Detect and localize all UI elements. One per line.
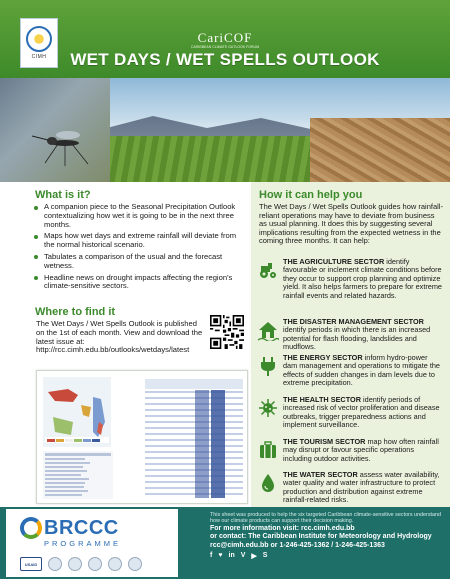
partner-logos — [20, 556, 170, 572]
virus-icon — [257, 397, 279, 419]
list-item: A companion piece to the Seasonal Precipitation Outlook contextualizing how wet it is going to be in the next three months. — [32, 203, 244, 229]
sector-agriculture-text — [283, 258, 443, 300]
sector-energy-text — [283, 354, 443, 388]
sector-tourism-text — [283, 438, 443, 463]
house-icon — [257, 319, 279, 341]
outlook-thumbnail — [36, 370, 248, 504]
sector-name: THE DISASTER MANAGEMENT SECTOR — [283, 317, 424, 326]
facebook-icon[interactable]: f — [210, 552, 213, 560]
qr-code-icon[interactable] — [210, 315, 244, 349]
sector-name: THE ENERGY SECTOR — [283, 353, 363, 362]
thumbnail-table-icon — [43, 451, 113, 499]
social-links — [210, 552, 446, 560]
footer — [0, 507, 450, 579]
where-text[interactable]: The Wet Days / Wet Spells Outlook is published on the 1st of each month. View and download the latest issue at: http://rcc.cimh.edu.bb/outlooks/wetdays/latest — [36, 319, 203, 355]
sector-disaster-text — [283, 318, 443, 352]
how-heading: How it can help you — [259, 189, 363, 201]
suitcase-icon — [257, 439, 279, 461]
water-drop-icon — [257, 472, 279, 494]
sector-description: inform hydro-power dam management and operations to mitigate the effects of sudden changes in dam levels due to extreme precipitation. — [283, 353, 440, 388]
programme-word: PROGRAMME — [44, 539, 122, 548]
brccc-emblem-icon — [20, 517, 42, 539]
header-banner — [0, 0, 450, 78]
right-column — [251, 182, 450, 507]
footer-email-phone[interactable]: rcc@cimh.edu.bb or 1-246-425-1362 / 1-246-425-1363 — [210, 541, 385, 549]
sector-description: identify favourable or inclement climate conditions before they occur to support crop planning and optimize yield. It also helps farmers to prepare for extreme rainfall events and related hazards. — [283, 257, 442, 300]
brand-subtitle: CARIBBEAN CLIMATE OUTLOOK FORUM — [191, 45, 259, 49]
footer-contact-org: or contact: The Caribbean Institute for Meteorology and Hydrology — [210, 533, 432, 541]
brccc-logo — [6, 509, 178, 577]
where-heading: Where to find it — [35, 306, 116, 318]
sector-water-text — [283, 471, 443, 505]
footer-contact — [210, 512, 446, 560]
mosquito-icon — [30, 118, 100, 168]
vimeo-icon[interactable]: V — [240, 552, 246, 560]
partner-logo-icon — [48, 557, 62, 571]
left-column — [0, 182, 251, 507]
skype-icon[interactable]: S — [262, 552, 268, 560]
sector-health-text — [283, 396, 443, 430]
sector-description: assess water availability, water quality and water infrastructure to protect production and distribution against extreme rainfall-related risks. — [283, 470, 440, 505]
list-item: Maps how wet days and extreme rainfall will deviate from the normal historical scenario. — [32, 232, 244, 250]
partner-logo-icon — [128, 557, 142, 571]
sector-name: THE TOURISM SECTOR — [283, 437, 366, 446]
dry-land-photo — [310, 118, 450, 182]
list-item: Headline news on drought impacts affecting the region's climate-sensitive sectors. — [32, 274, 244, 292]
sector-description: map how often rainfall may disrupt or favour specific operations including outdoor activities. — [283, 437, 439, 463]
partner-logo-icon — [108, 557, 122, 571]
sector-description: identify periods of increased risk of vector proliferation and disease outbreaks, trigger preparedness actions and implement surveillance. — [283, 395, 440, 430]
plug-icon — [257, 355, 279, 377]
sector-name: THE WATER SECTOR — [283, 470, 358, 479]
hero-photo-collage — [0, 78, 450, 182]
footer-website[interactable]: For more information visit: rcc.cimh.edu.bb — [210, 524, 355, 532]
sector-name: THE HEALTH SECTOR — [283, 395, 361, 404]
programme-name: BRCCC — [44, 517, 119, 539]
tractor-icon — [257, 259, 279, 281]
thumbnail-data-grid-icon — [145, 379, 243, 499]
sector-description: identify periods in which there is an increased potential for flash flooding, landslides and mudflows. — [283, 325, 431, 352]
partner-logo-icon — [68, 557, 82, 571]
what-bullet-list — [32, 203, 244, 294]
partner-logo-icon — [88, 557, 102, 571]
logo-text: CIMH — [31, 54, 47, 60]
brand-name: CariCOF — [197, 30, 253, 45]
heart-icon[interactable]: ♥ — [218, 552, 223, 560]
youtube-icon[interactable]: ▶ — [251, 553, 257, 561]
linkedin-icon[interactable]: in — [228, 552, 235, 560]
what-heading: What is it? — [35, 189, 91, 201]
footer-note: This sheet was produced to help the six targeted Caribbean climate-sensitive sectors understand how our climate products can support their decision making. — [210, 512, 442, 525]
sector-name: THE AGRICULTURE SECTOR — [283, 257, 385, 266]
how-intro-text: The Wet Days / Wet Spells Outlook guides how rainfall-reliant operations may have to deviate from business as usual planning. It does this by suggesting several implications resulting from the expected wetness in the coming three months. It can help: — [259, 202, 443, 246]
page-title: WET DAYS / WET SPELLS OUTLOOK — [70, 50, 380, 69]
caribbean-map-icon — [43, 377, 111, 447]
usaid-logo-icon: USAID — [20, 557, 42, 571]
list-item: Tabulates a comparison of the usual and the forecast wetness. — [32, 253, 244, 271]
